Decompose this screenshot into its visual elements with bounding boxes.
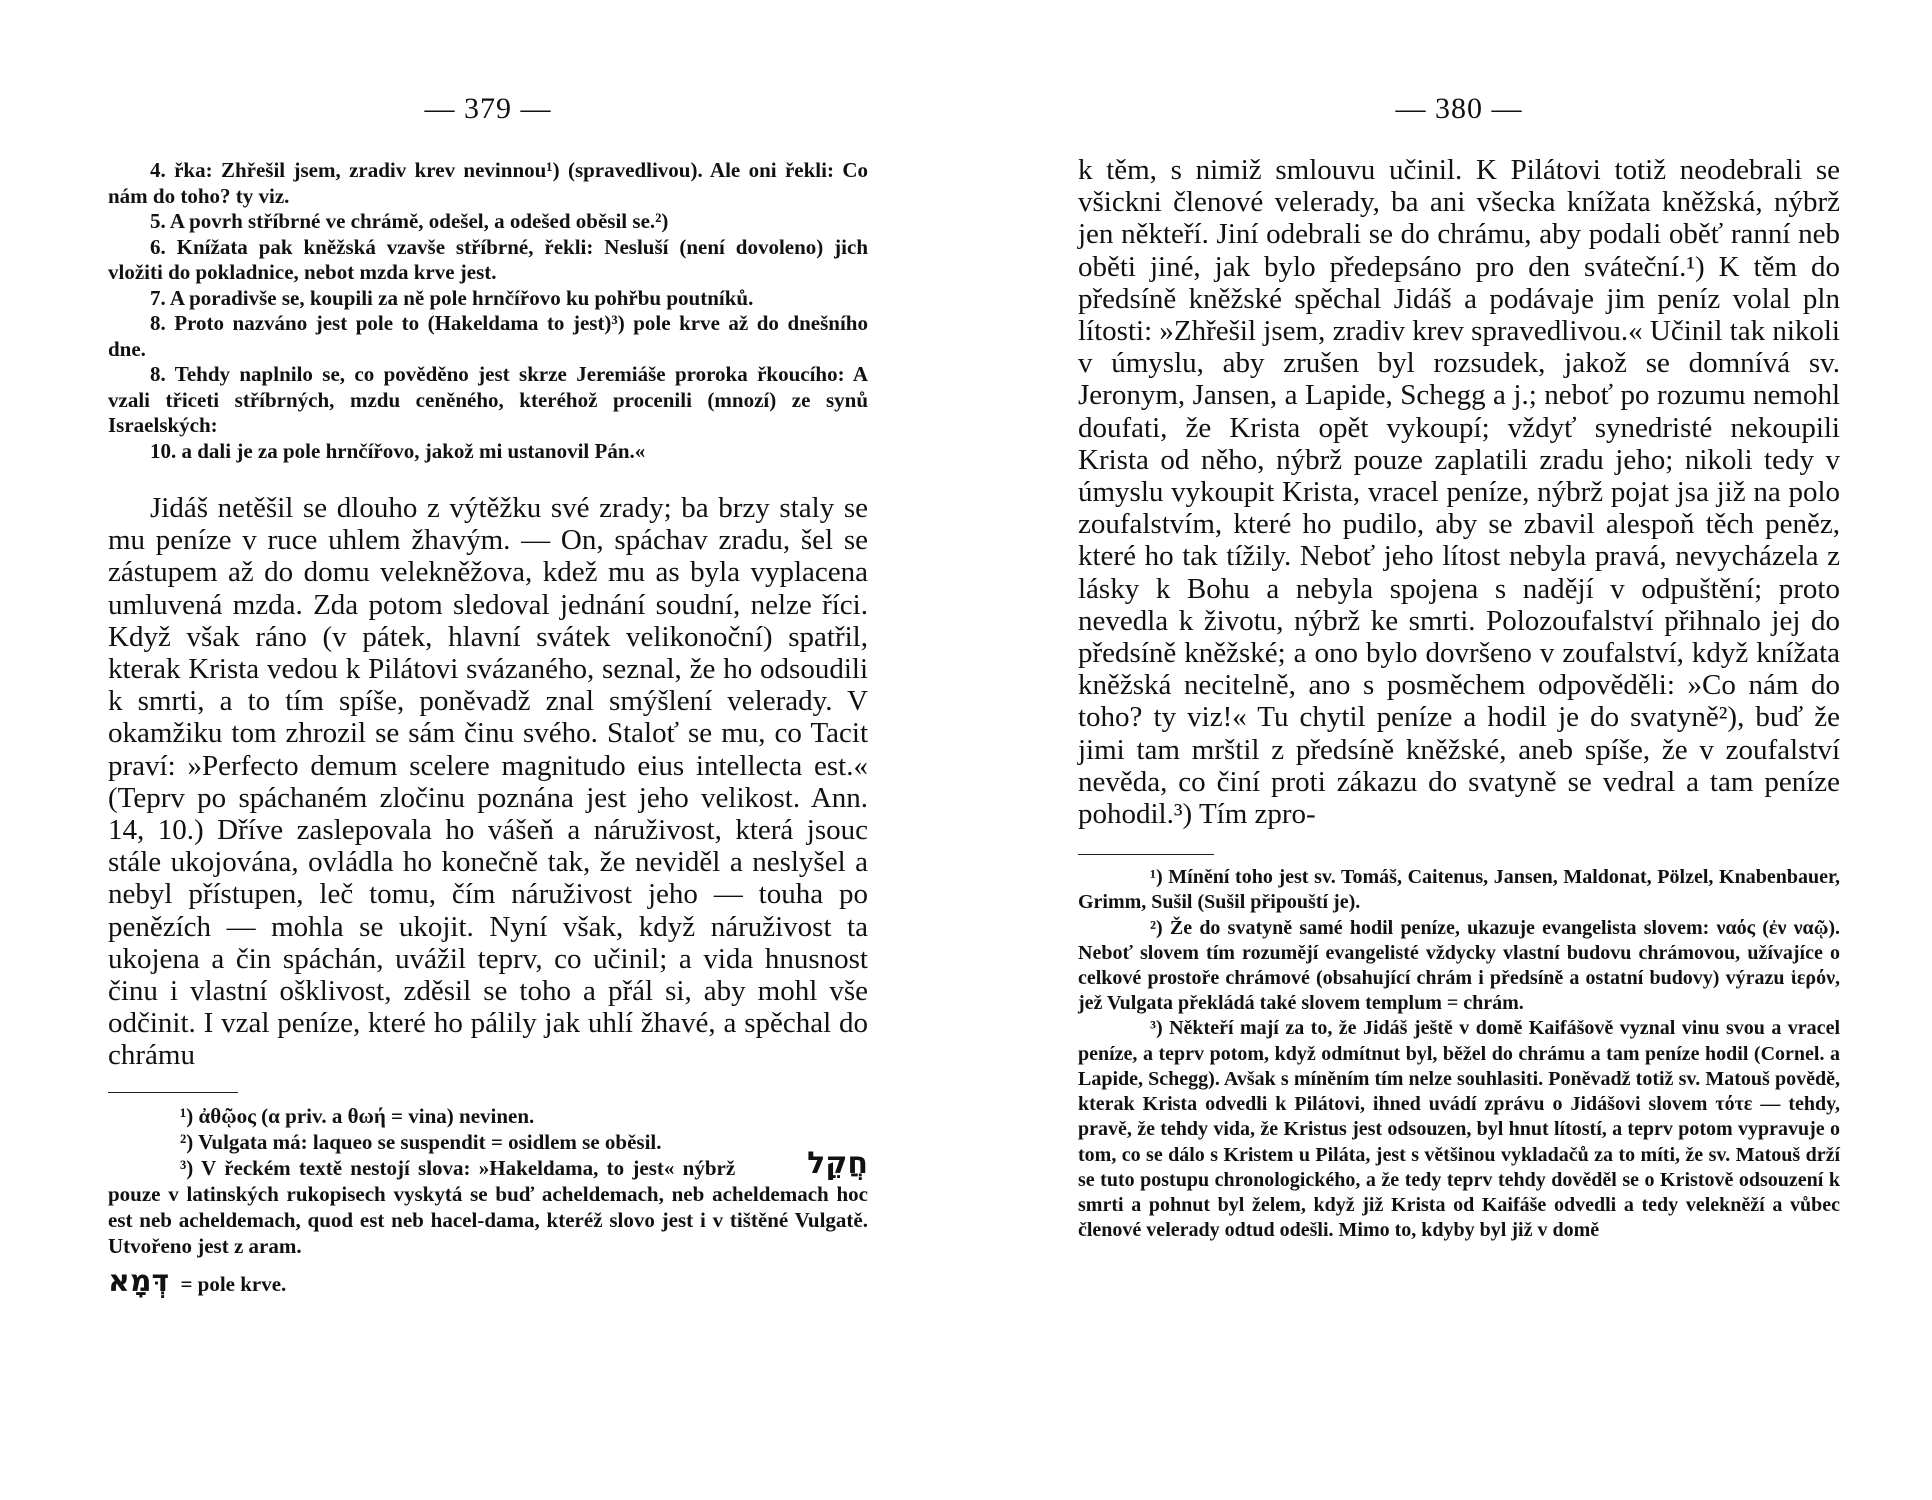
hebrew-gloss-line — [108, 1263, 868, 1299]
footnote: ²) Že do svatyně samé hodil peníze, ukazuje evangelista slovem: ναός (ἐν ναῷ). Neboť slovem tím rozumějí evangelisté vždycky vlastní budovu chrámovou, užívajíce o celkové prostoře chrámové (obsahující chrám i předsíně a ostatní budovy) výrazu ἱερόν, jež Vulgata překládá také slovem templum = chrám. — [1078, 916, 1840, 1015]
page-number: — 380 — — [1395, 92, 1523, 125]
page-number: — 379 — — [424, 92, 552, 125]
hebrew-word: דְּמָא — [108, 1263, 170, 1299]
verse: 4. řka: Zhřešil jsem, zradiv krev nevinnou¹) (spravedlivou). Ale oni řekli: Co nám do toho? ty viz. — [108, 158, 868, 208]
footnote-text: ³) V řeckém textě nestojí slova: »Hakeldama, to jest« nýbrž pouze v latinských rukopisech vyskytá se buď acheldemach, neb acheldemach hoc est neb acheldemach, quod est neb hacel-dama, kteréž slovo jest i v tištěné Vulgatě. Utvořeno jest z aram. — [108, 1155, 868, 1258]
footnote: ³) Někteří mají za to, že Jidáš ještě v domě Kaifášově vyznal vinu svou a vracel peníze, a teprv potom, když odmítnut byl, běžel do chrámu a tam peníze hodil (Cornel. a Lapide, Schegg). Avšak s míněním tím nelze souhlasiti. Poněvadž totiž sv. Matouš povědě, kterak Krista odvedli k Pilátovi, ihned uvádí zprávu o Jidášovi slovem τότε — tehdy, pravě, že tehdy vida, že Kristus jest odsouzen, byl hnut lítostí, a teprv potom vypravuje o tom, co se dálo s Kristem u Piláta, jest s většinou vykladačů za to míti, že sv. Matouš drží se tuto postupu chronologického, a že tedy teprv tehdy dověděl se o Kristově odsouzení k smrti a pohnut byl želem, když již Krista od Kaifáše odvedli a tedy velekněží a vůbec členové velerady odtud odešli. Mimo to, kdyby byl již v domě — [1078, 1017, 1840, 1242]
footnotes — [108, 1103, 868, 1297]
verse: 8. Tehdy naplnilo se, co pověděno jest skrze Jeremiáše proroka řkoucího: A vzali třiceti stříbrných, mzdu ceněného, kteréhož procenili (mnozí) ze synů Israelských: — [108, 362, 868, 437]
left-page — [108, 0, 868, 1500]
verse: 5. A povrh stříbrné ve chrámě, odešel, a odešed oběsil se.²) — [150, 209, 669, 233]
footnote: ²) Vulgata má: laqueo se suspendit = osidlem se oběsil. — [180, 1129, 662, 1154]
footnote-rule — [1078, 854, 1214, 855]
verse: 8. Proto nazváno jest pole to (Hakeldama to jest)³) pole krve až do dnešního dne. — [108, 311, 868, 361]
footnote-rule — [108, 1092, 238, 1093]
scripture-verses — [108, 158, 868, 464]
verse: 10. a dali je za pole hrnčířovo, jakož mi ustanovil Pán.« — [150, 438, 646, 463]
footnotes — [1078, 865, 1840, 1243]
verse: 6. Knížata pak kněžská vzavše stříbrné, řekli: Nesluší (není dovoleno) jich vložiti do pokladnice, nebot mzda krve jest. — [108, 234, 868, 284]
right-page — [1078, 0, 1840, 1500]
hebrew-word: חֲקֵל — [807, 1145, 868, 1181]
footnote: ¹) Mínění toho jest sv. Tomáš, Caitenus, Jansen, Maldonat, Pölzel, Knabenbauer, Grimm, Sušil (Sušil připouští je). — [1078, 866, 1840, 914]
commentary-text: k těm, s nimiž smlouvu učinil. K Pilátovi totiž neodebrali se všickni členové velerady, ba ani všecka knížata kněžská, nýbrž jen někteří. Jiní odebrali se do chrámu, aby podali oběť ranní neb oběti jiné, jak bylo předepsáno pro den sváteční.¹) K těm do předsíně kněžské spěchal Jidáš a podávaje jim peníz volal pln lítosti: »Zhřešil jsem, zradiv krev spravedlivou.« Učinil tak nikoli v úmyslu, aby zrušen byl rozsudek, jakož se domnívá sv. Jeronym, Jansen, a Lapide, Schegg a j.; neboť po rozumu nemohl doufati, že Krista opět vykoupí; vždyť synedristé nekoupili Krista od něho, nýbrž pouze zaplatili zradu jeho; nikoli tedy v úmyslu vykoupit Krista, vracel peníze, nýbrž pojat jsa již na polo zoufalstvím, které ho pudilo, aby se zbavil alespoň těch peněz, které ho tak tížily. Neboť jeho lítost nebyla pravá, nevycházela z lásky k Bohu a nebyla spojena s nadějí v odpuštění; proto nevedla k životu, nýbrž ke smrti. Polozoufalství přihnalo jej do předsíně kněžské; a ono bylo dovršeno v zoufalství, když knížata kněžská necitelně, ano s posměchem odpověděli: »Co nám do toho? ty viz!« Tu chytil peníze a hodil je do svatyně²), buď že jimi tam mrštil z předsíně kněžské, aneb spíše, že v zoufalství nevěda, co činí proti zákazu do svatyně se vedral a tam peníze pohodil.³) Tím zpro- — [1078, 154, 1840, 831]
hebrew-gloss: = pole krve. — [180, 1271, 287, 1296]
verse: 7. A poradivše se, koupili za ně pole hrnčířovo ku pohřbu poutníků. — [150, 285, 754, 310]
footnote — [108, 1145, 868, 1259]
footnote: ¹) ἀθῷος (α priv. a θωή = vina) nevinen. — [180, 1103, 535, 1128]
commentary-text: Jidáš netěšil se dlouho z výtěžku své zrady; ba brzy staly se mu peníze v ruce uhlem žhavým. — On, spáchav zradu, šel se zástupem až do domu velekněžova, kdež mu as byla vyplacena umluvená mzda. Zda potom sledoval jednání soudní, nelze říci. Když však ráno (v pátek, hlavní svátek velikonoční) spatřil, kterak Krista vedou k Pilátovi svázaného, seznal, že ho odsoudili k smrti, a to tím spíše, poněvadž znal smýšlení velerady. V okamžiku tom zhrozil se sám činu svého. Staloť se mu, co Tacit praví: »Perfecto demum scelere magnitudo eius intellecta est.« (Teprv po spáchaném zločinu poznána jest jeho velikost. Ann. 14, 10.) Dříve zaslepovala ho vášeň a náruživost, která jsouc stále ukojována, ovládla ho konečně tak, že neviděl a neslyšel a nebyl přístupen, leč tomu, čím náruživost jeho — touha po penězích — mohla se ukojit. Nyní však, když náruživost ta ukojena a čin spáchán, uvážil teprv, co učinil; a vida hnusnost činu i vlastní ošklivost, zděsil se toho a přál si, aby mohl vše odčinit. I vzal peníze, které ho pálily jak uhlí žhavé, a spěchal do chrámu — [108, 492, 868, 1072]
